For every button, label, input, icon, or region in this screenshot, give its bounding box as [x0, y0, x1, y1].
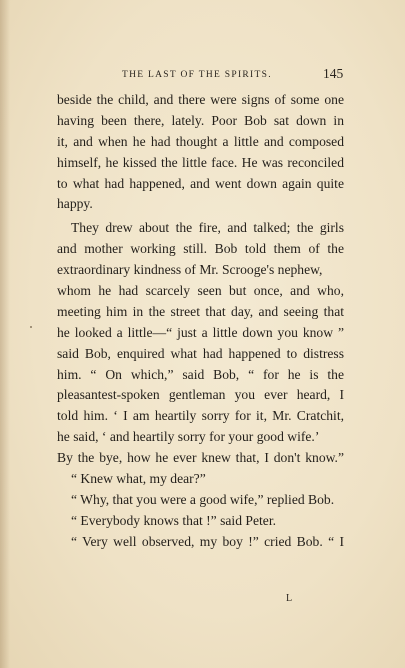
page-number: 145 — [323, 66, 344, 81]
signature-mark: L — [286, 593, 293, 604]
text-line: it, and when he had thought a little and composed — [57, 133, 344, 149]
margin-speck — [30, 326, 32, 328]
text-line: “ Very well observed, my boy !” cried Bob. “ I — [71, 533, 344, 549]
text-line: meeting him in the street that day, and seeing that — [57, 303, 344, 319]
text-line: him. “ On which,” said Bob, “ for he is the — [57, 366, 344, 382]
text-line: and mother working still. Bob told them of the — [57, 241, 344, 257]
text-line: extraordinary kindness of Mr. Scrooge's nephew, — [57, 262, 323, 278]
text-line: They drew about the fire, and talked; the girls — [71, 220, 344, 236]
text-line: pleasantest-spoken gentleman you ever heard, I — [57, 387, 344, 403]
body-text — [57, 90, 344, 553]
text-line: told him. ‘ I am heartily sorry for it, Mr. Cratchit, — [57, 408, 344, 424]
text-line: he looked a little—“ just a little down you know ” — [57, 324, 344, 340]
text-line: having been there, lately. Poor Bob sat down in — [57, 112, 344, 128]
text-line: himself, he kissed the little face. He was reconciled — [57, 154, 344, 170]
text-line: happy. — [57, 196, 93, 212]
text-line: By the bye, how he ever knew that, I don't know.” — [57, 450, 344, 466]
text-line: whom he had scarcely seen but once, and who, — [57, 283, 344, 299]
text-line: he said, ‘ and heartily sorry for your good wife.’ — [57, 429, 320, 445]
text-line: to what had happened, and went down again quite — [57, 175, 344, 191]
text-line: “ Why, that you were a good wife,” replied Bob. — [71, 491, 335, 507]
text-line: “ Knew what, my dear?” — [71, 471, 206, 487]
running-title: THE LAST OF THE SPIRITS. — [122, 70, 272, 80]
text-line: “ Everybody knows that !” said Peter. — [71, 512, 276, 528]
text-line: beside the child, and there were signs of some one — [57, 92, 344, 107]
text-line: said Bob, enquired what had happened to distress — [57, 345, 344, 361]
